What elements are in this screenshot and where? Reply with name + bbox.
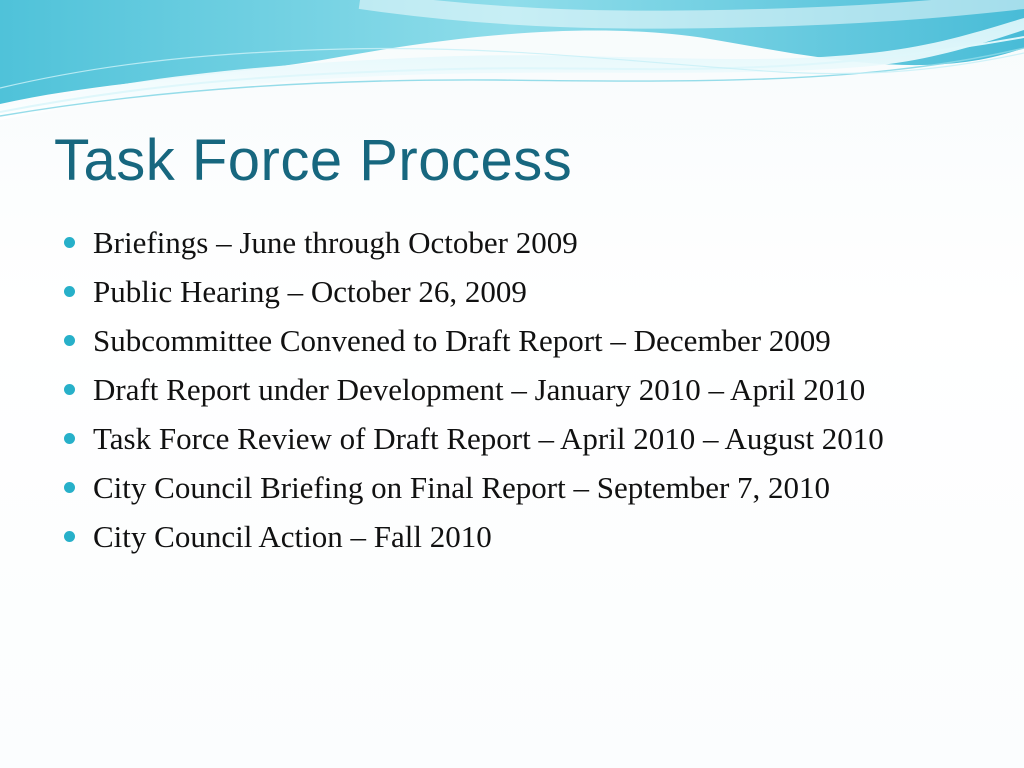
- bullet-briefings: [64, 222, 964, 264]
- bullet-council-briefing: [64, 467, 964, 509]
- bullet-text: Briefings – June through October 2009: [93, 225, 578, 260]
- bullet-draft-development: [64, 369, 964, 411]
- bullet-text: City Council Briefing on Final Report – September 7, 2010: [93, 470, 831, 505]
- wave-header-decoration: [0, 0, 1024, 120]
- bullet-public-hearing: [64, 271, 964, 313]
- bullet-text: Draft Report under Development – January 2010 – April 2010: [93, 372, 866, 407]
- bullet-point-icon: [64, 286, 75, 297]
- bullet-text: Task Force Review of Draft Report – April 2010 – August 2010: [93, 421, 884, 456]
- bullet-point-icon: [64, 482, 75, 493]
- bullet-point-icon: [64, 335, 75, 346]
- bullet-point-icon: [64, 237, 75, 248]
- bullet-text: Public Hearing – October 26, 2009: [93, 274, 527, 309]
- bullet-list: [64, 222, 964, 565]
- bullet-point-icon: [64, 433, 75, 444]
- bullet-task-force-review: [64, 418, 964, 460]
- bullet-point-icon: [64, 384, 75, 395]
- bullet-council-action: [64, 516, 964, 558]
- slide-title: Task Force Process: [54, 128, 573, 193]
- bullet-point-icon: [64, 531, 75, 542]
- bullet-text: Subcommittee Convened to Draft Report – December 2009: [93, 323, 831, 358]
- bullet-subcommittee: [64, 320, 964, 362]
- bullet-text: City Council Action – Fall 2010: [93, 519, 492, 554]
